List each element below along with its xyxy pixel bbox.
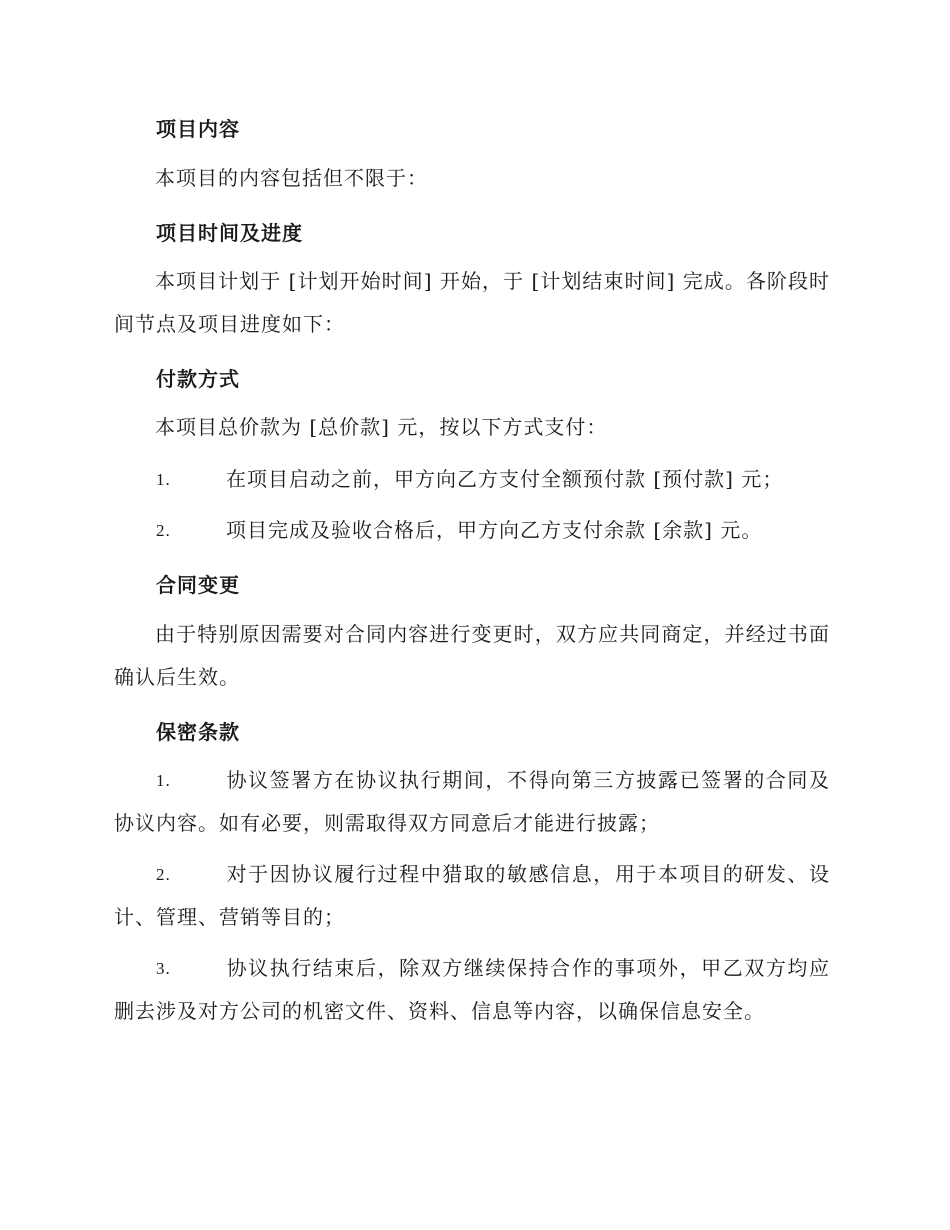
payment-item-2 [114, 509, 830, 552]
timeline-text: 本项目计划于 [计划开始时间] 开始，于 [计划结束时间] 完成。各阶段时间节点及项目进度如下： [114, 269, 830, 336]
confidentiality-item-3 [114, 947, 830, 1033]
section-heading-contract-change: 合同变更 [156, 573, 240, 597]
list-number: 2. [156, 865, 171, 884]
payment-text: 本项目总价款为 [总价款] 元，按以下方式支付： [155, 415, 608, 439]
list-number: 1. [156, 470, 171, 489]
list-item-text: 对于因协议履行过程中猎取的敏感信息，用于本项目的研发、设计、管理、营销等目的； [114, 862, 830, 929]
list-number: 3. [156, 959, 171, 978]
payment-item-1 [114, 458, 830, 501]
section-heading-payment: 付款方式 [156, 367, 240, 391]
section-heading-confidentiality: 保密条款 [156, 720, 240, 744]
list-number: 1. [156, 771, 171, 790]
list-item-text: 协议签署方在协议执行期间，不得向第三方披露已签署的合同及协议内容。如有必要，则需取得双方同意后才能进行披露； [114, 768, 830, 835]
project-content-text: 本项目的内容包括但不限于： [155, 166, 428, 190]
confidentiality-item-1 [114, 759, 830, 845]
list-item-text: 项目完成及验收合格后，甲方向乙方支付余款 [余款] 元。 [226, 518, 763, 542]
contract-change-text: 由于特别原因需要对合同内容进行变更时，双方应共同商定，并经过书面确认后生效。 [114, 622, 830, 689]
list-number: 2. [156, 521, 171, 540]
section-heading-timeline: 项目时间及进度 [156, 221, 303, 245]
list-item-text: 在项目启动之前，甲方向乙方支付全额预付款 [预付款] 元； [226, 467, 784, 491]
section-heading-project-content: 项目内容 [156, 117, 240, 141]
confidentiality-item-2 [114, 853, 830, 939]
list-item-text: 协议执行结束后，除双方继续保持合作的事项外，甲乙双方均应删去涉及对方公司的机密文件、资料、信息等内容，以确保信息安全。 [114, 956, 830, 1023]
